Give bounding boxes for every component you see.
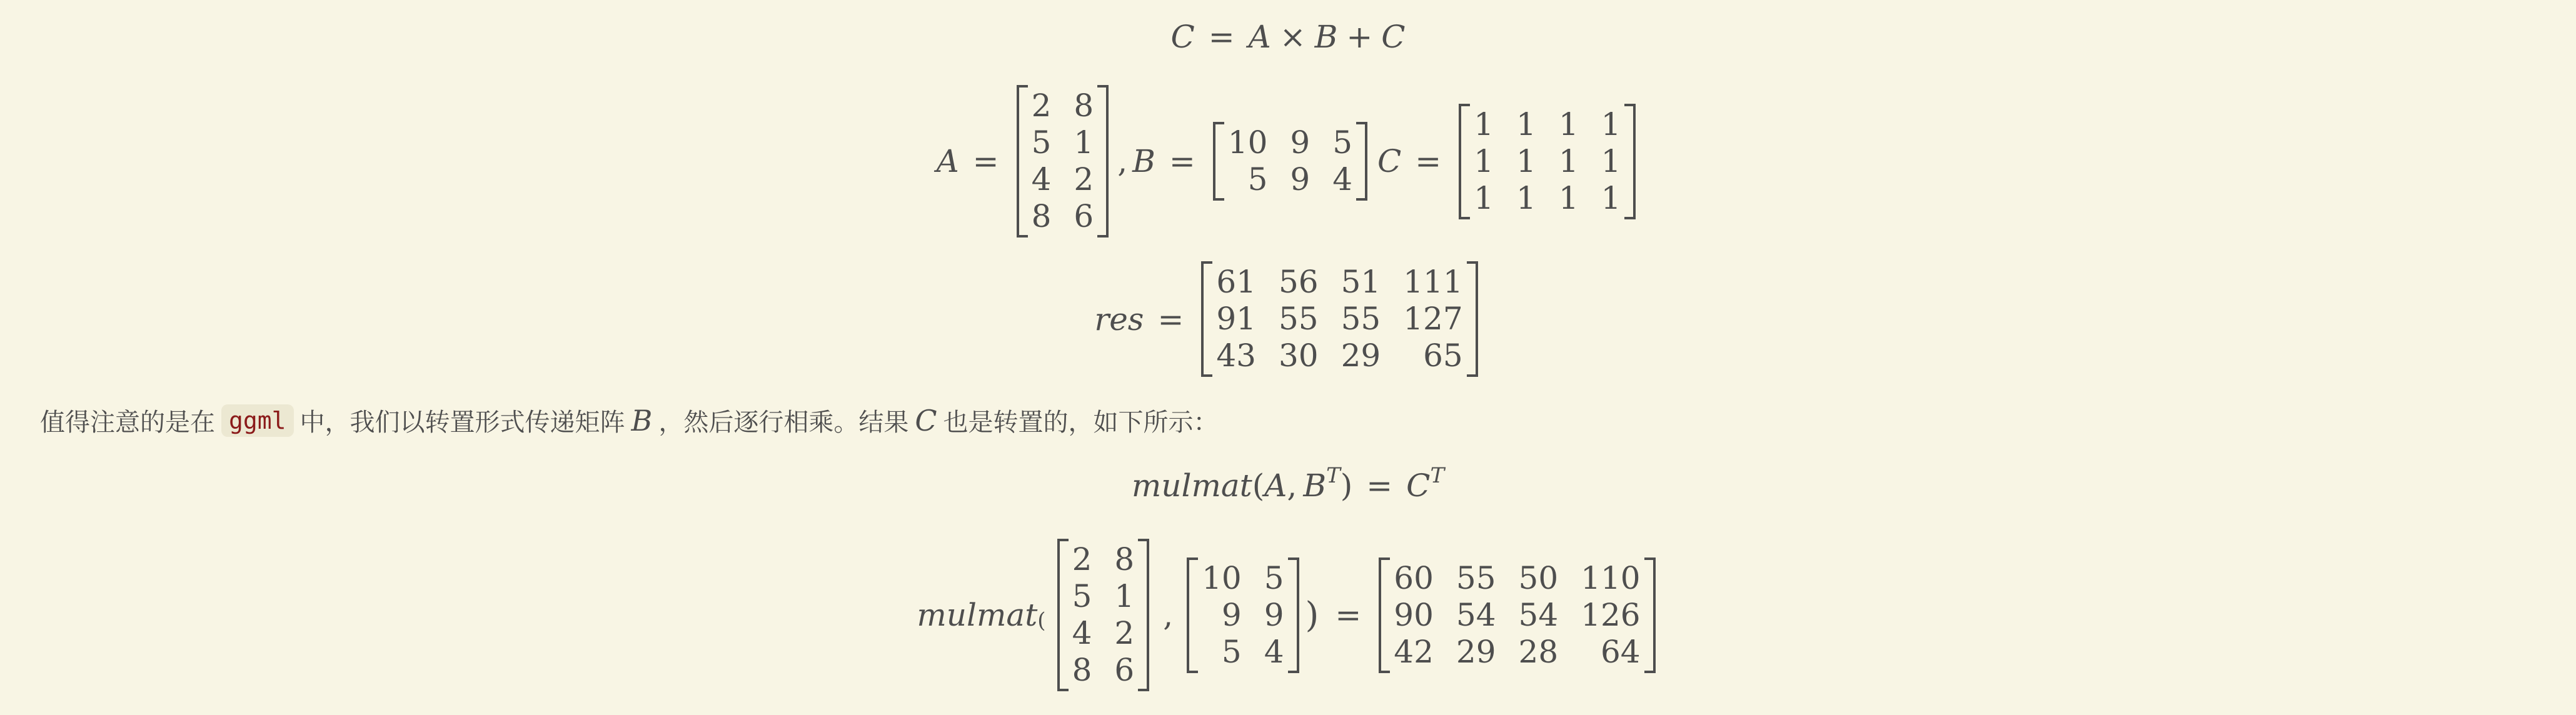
matrix-row: [1215, 338, 1464, 374]
times-sign: ×: [1279, 19, 1306, 55]
matrix-cell: 6: [1074, 198, 1094, 234]
matrix-row: [1071, 578, 1136, 615]
matrix-cell: 54: [1518, 596, 1559, 633]
matrix-cell: 8: [1074, 88, 1094, 124]
matrix-cell: 127: [1403, 301, 1463, 337]
equals-sign: =: [1415, 143, 1442, 179]
var-c: C: [1170, 19, 1195, 55]
matrix-a: [1017, 85, 1109, 238]
matrix-row: [1472, 143, 1622, 180]
open-paren: (: [1037, 608, 1046, 633]
matrix-cell: 8: [1072, 652, 1092, 688]
matrix-cell: 1: [1474, 106, 1494, 142]
matrix-cell: 1: [1601, 179, 1621, 216]
matrix-table: [1200, 560, 1285, 671]
matrix-a: [1057, 539, 1150, 691]
matrix-row: [1200, 560, 1285, 597]
var-c: [1406, 463, 1445, 504]
matrix-cell: 43: [1216, 338, 1256, 374]
matrix-cell: 8: [1031, 198, 1052, 234]
var-b: B: [631, 403, 653, 438]
paragraph-text-1: 值得注意的是在: [40, 408, 215, 437]
matrix-a-label: A: [936, 143, 959, 179]
var-b-base: B: [1303, 468, 1327, 504]
var-a: A: [1248, 19, 1271, 55]
matrix-row: [1071, 615, 1136, 652]
matrix-cell: 54: [1456, 596, 1496, 633]
var-b: B: [1314, 19, 1338, 55]
paragraph-text-3: ，然后逐行相乘。结果: [658, 408, 909, 437]
matrix-cell: 5: [1332, 124, 1353, 161]
matrix-cell: 1: [1474, 142, 1494, 179]
matrix-b-transposed: [1187, 558, 1299, 673]
matrix-cell: 5: [1072, 578, 1092, 614]
matrix-row: [1200, 634, 1285, 671]
var-c-base: C: [1406, 468, 1431, 504]
matrix-cell: 126: [1581, 596, 1641, 633]
matrix-cell: 1: [1601, 106, 1621, 142]
matrix-cell: 2: [1031, 88, 1052, 124]
matrix-table: [1392, 560, 1641, 671]
matrix-table: [1030, 88, 1095, 235]
matrix-cell: 1: [1114, 578, 1135, 614]
matrix-cell: 9: [1290, 124, 1311, 161]
close-paren: ): [1305, 594, 1319, 636]
matrix-cell: 1: [1474, 179, 1494, 216]
matrix-cell: 1: [1074, 124, 1094, 161]
matrix-cell: 29: [1456, 633, 1496, 670]
var-c-2: C: [1381, 19, 1406, 55]
matrix-row: [1392, 560, 1641, 597]
matrix-cell: 1: [1558, 142, 1579, 179]
matrix-row: [1215, 301, 1464, 338]
matrix-cell: 61: [1216, 264, 1256, 300]
mulmat-func: mulmat: [1131, 468, 1252, 504]
equals-sign: =: [972, 143, 999, 179]
transpose-sup: T: [1326, 463, 1341, 488]
close-paren: ): [1340, 468, 1353, 504]
matrix-cell: 2: [1114, 615, 1135, 651]
matrix-cell: 29: [1341, 338, 1381, 374]
matrix-cell: 51: [1341, 264, 1381, 300]
var-a: A: [1264, 468, 1287, 504]
matrix-cell: 90: [1394, 596, 1434, 633]
matrix-table: [1472, 106, 1622, 217]
matrix-cell: 1: [1516, 106, 1536, 142]
matrix-row: [1472, 106, 1622, 143]
matrix-cell: 2: [1074, 161, 1094, 198]
matrix-cell: 5: [1221, 633, 1242, 670]
result-matrix: [1201, 261, 1477, 377]
matrix-b-label: B: [1132, 143, 1155, 179]
matrix-c: [1459, 104, 1636, 219]
res-label: res: [1094, 301, 1144, 338]
matrix-cell: 4: [1072, 615, 1092, 651]
mulmat-transposed-equation: [0, 463, 2576, 504]
matrix-cell: 55: [1341, 301, 1381, 337]
matrix-cell: 5: [1264, 559, 1284, 596]
matrix-cell: 5: [1031, 124, 1052, 161]
matrix-cell: 8: [1114, 541, 1135, 578]
matrix-cell: 50: [1518, 559, 1559, 596]
matrix-cell: 4: [1332, 161, 1353, 198]
matrix-cell: 4: [1264, 633, 1284, 670]
matrix-cell: 28: [1518, 633, 1559, 670]
matrix-cell: 4: [1031, 161, 1052, 198]
matrix-row: [1030, 161, 1095, 198]
matrix-row: [1071, 541, 1136, 578]
matrix-table: [1227, 124, 1354, 198]
matrix-c-transposed: [1379, 558, 1655, 673]
mulmat-numeric-equation: [0, 539, 2576, 691]
matrix-cell: 10: [1202, 559, 1242, 596]
explanation-paragraph: [40, 402, 1219, 438]
matrix-cell: 55: [1279, 301, 1319, 337]
matrix-row: [1030, 124, 1095, 161]
matrix-c-label: C: [1377, 143, 1402, 179]
open-paren: (: [1252, 468, 1265, 504]
matrix-cell: 9: [1221, 596, 1242, 633]
matrix-cell: 111: [1403, 264, 1463, 300]
comma: ,: [1163, 597, 1174, 633]
matrix-cell: 9: [1290, 161, 1311, 198]
mulmat-func: mulmat: [917, 597, 1038, 633]
matrix-cell: 64: [1600, 633, 1641, 670]
transpose-sup-2: T: [1430, 463, 1445, 488]
matrix-cell: 6: [1114, 652, 1135, 688]
equals-sign: =: [1366, 468, 1393, 504]
inline-code-ggml: ggml: [221, 404, 294, 437]
matrix-row: [1215, 264, 1464, 301]
var-b: [1303, 463, 1341, 504]
plus-sign: +: [1346, 19, 1373, 55]
matrix-row: [1071, 652, 1136, 689]
matrix-row: [1227, 161, 1354, 198]
matrix-cell: 56: [1279, 264, 1319, 300]
matrix-cell: 65: [1423, 338, 1463, 374]
matrix-cell: 55: [1456, 559, 1496, 596]
result-equation: [0, 261, 2576, 377]
matrix-table: [1215, 264, 1464, 374]
paragraph-text-2: 中，我们以转置形式传递矩阵: [299, 408, 625, 437]
equals-sign: =: [1169, 143, 1195, 179]
matrix-row: [1472, 180, 1622, 217]
paragraph-text-4: 也是转置的，如下所示：: [943, 408, 1219, 437]
equals-sign: =: [1157, 301, 1184, 338]
equals-sign: =: [1335, 597, 1362, 633]
equation-c-equals-a-times-b-plus-c: [0, 19, 2576, 55]
matrix-cell: 110: [1581, 559, 1641, 596]
matrix-cell: 2: [1072, 541, 1092, 578]
matrix-row: [1200, 597, 1285, 634]
matrix-cell: 30: [1279, 338, 1319, 374]
var-c: C: [915, 403, 937, 438]
matrix-cell: 1: [1601, 142, 1621, 179]
comma: ,: [1117, 143, 1128, 179]
matrix-cell: 10: [1227, 124, 1268, 161]
comma: ,: [1287, 468, 1297, 504]
matrix-b: [1213, 122, 1367, 201]
matrix-cell: 1: [1516, 142, 1536, 179]
matrix-cell: 60: [1394, 559, 1434, 596]
matrix-table: [1071, 541, 1136, 689]
matrix-row: [1392, 634, 1641, 671]
matrix-cell: 42: [1394, 633, 1434, 670]
matrix-row: [1030, 198, 1095, 235]
matrix-definitions: [0, 85, 2576, 238]
matrix-cell: 5: [1247, 161, 1268, 198]
matrix-cell: 1: [1558, 106, 1579, 142]
matrix-cell: 1: [1558, 179, 1579, 216]
matrix-cell: 1: [1516, 179, 1536, 216]
equals-sign: =: [1208, 19, 1235, 55]
matrix-row: [1227, 124, 1354, 161]
matrix-cell: 9: [1264, 596, 1284, 633]
matrix-row: [1030, 88, 1095, 124]
matrix-row: [1392, 597, 1641, 634]
matrix-cell: 91: [1216, 301, 1256, 337]
